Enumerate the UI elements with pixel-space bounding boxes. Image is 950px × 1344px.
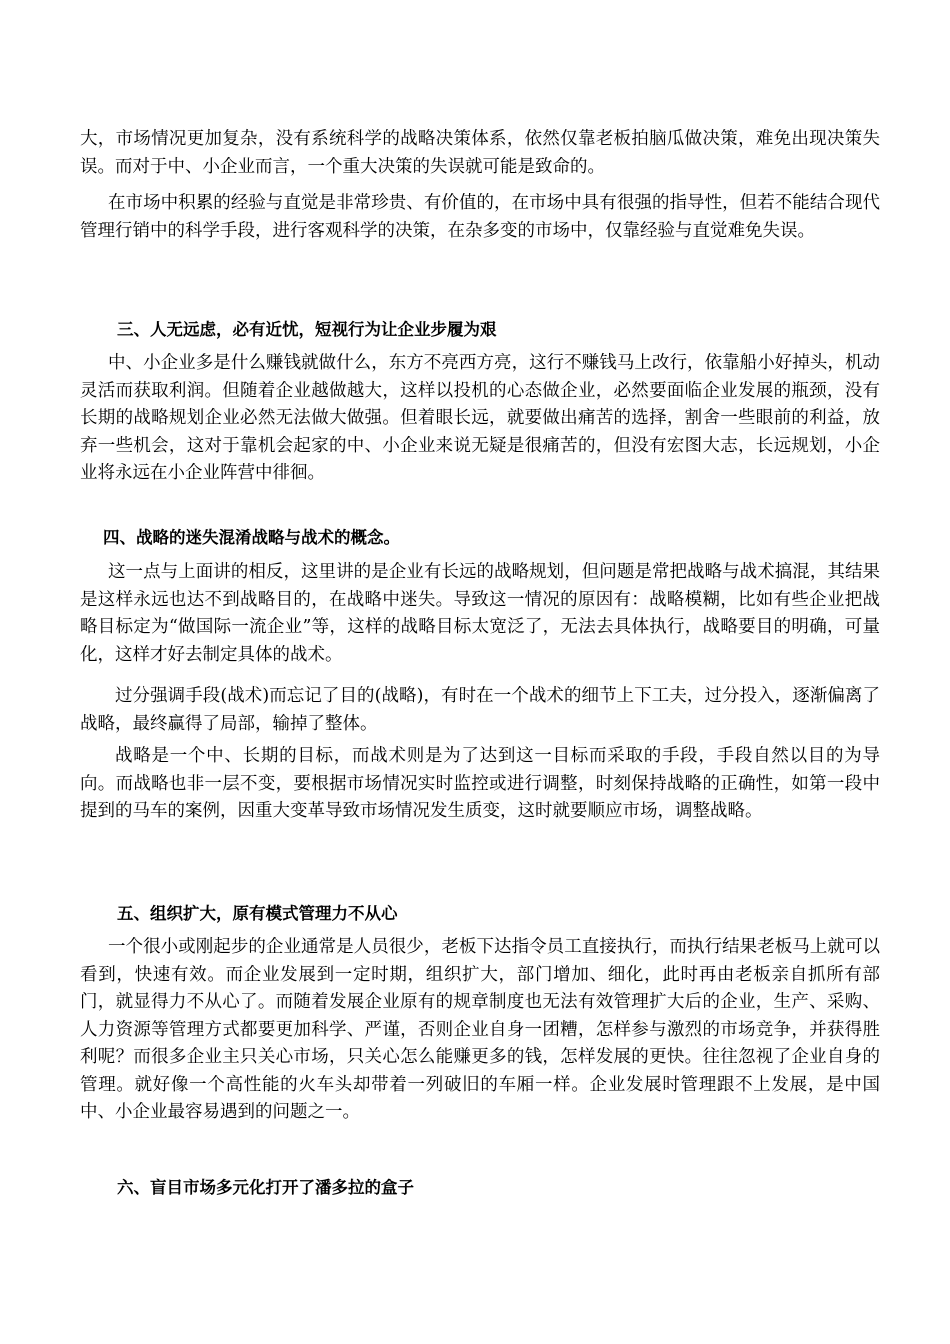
section-4-paragraph-1: 这一点与上面讲的相反，这里讲的是企业有长远的战略规划，但问题是常把战略与战术搞混，其结果是这样永远也达不到战略目的，在战略中迷失。导致这一情况的原因有：战略模糊，比如有些企业把战略目标定为“做国际一流企业”等，这样的战略目标太宽泛了，无法去具体执行，战略要目的明确，可量化，这样才好去制定具体的战术。 — [80, 562, 880, 665]
section-3-paragraph-1: 中、小企业多是什么赚钱就做什么，东方不亮西方亮，这行不赚钱马上改行，依靠船小好掉头，机动灵活而获取利润。但随着企业越做越大，这样以投机的心态做企业，必然要面临企业发展的瓶颈，没有长期的战略规划企业必然无法做大做强。但着眼长远，就要做出痛苦的选择，割舍一些眼前的利益，放弃一些机会，这对于靠机会起家的中、小企业来说无疑是很痛苦的，但没有宏图大志，长远规划，小企业将永远在小企业阵营中徘徊。 — [80, 353, 880, 483]
section-4-paragraph-2: 过分强调手段(战术)而忘记了目的(战略)，有时在一个战术的细节上下工夫，过分投入，逐渐偏离了战略，最终赢得了局部，输掉了整体。 — [80, 686, 880, 734]
section-5-paragraph-1: 一个很小或刚起步的企业通常是人员很少，老板下达指令员工直接执行，而执行结果老板马上就可以看到，快速有效。而企业发展到一定时期，组织扩大，部门增加、细化，此时再由老板亲自抓所有部门，就显得力不从心了。而随着发展企业原有的规章制度也无法有效管理扩大后的企业，生产、采购、人力资源等管理方式都要更加科学、严谨，否则企业自身一团糟，怎样参与激烈的市场竞争，并获得胜利呢？而很多企业主只关心市场，只关心怎么能赚更多的钱，怎样发展的更快。往往忽视了企业自身的管理。就好像一个高性能的火车头却带着一列破旧的车厢一样。企业发展时管理跟不上发展，是中国中、小企业最容易遇到的问题之一。 — [80, 937, 880, 1122]
intro-paragraph-1: 大，市场情况更加复杂，没有系统科学的战略决策体系，依然仅靠老板拍脑瓜做决策，难免出现决策失误。而对于中、小企业而言，一个重大决策的失误就可能是致命的。 — [80, 129, 880, 177]
intro-paragraph-2: 在市场中积累的经验与直觉是非常珍贵、有价值的，在市场中具有很强的指导性，但若不能结合现代管理行销中的科学手段，进行客观科学的决策，在杂多变的市场中，仅靠经验与直觉难免失误。 — [80, 193, 880, 241]
section-6-heading: 六、盲目市场多元化打开了潘多拉的盒子 — [117, 1178, 414, 1197]
section-3-heading: 三、人无远虑，必有近忧，短视行为让企业步履为艰 — [117, 320, 497, 339]
section-4-paragraph-3: 战略是一个中、长期的目标，而战术则是为了达到这一目标而采取的手段，手段自然以目的为导向。而战略也非一层不变，要根据市场情况实时监控或进行调整，时刻保持战略的正确性，如第一段中提到的马车的案例，因重大变革导致市场情况发生质变，这时就要顺应市场，调整战略。 — [80, 746, 880, 821]
section-5-heading: 五、组织扩大，原有模式管理力不从心 — [117, 904, 398, 923]
section-4-heading: 四、战略的迷失混淆战略与战术的概念。 — [103, 528, 400, 547]
